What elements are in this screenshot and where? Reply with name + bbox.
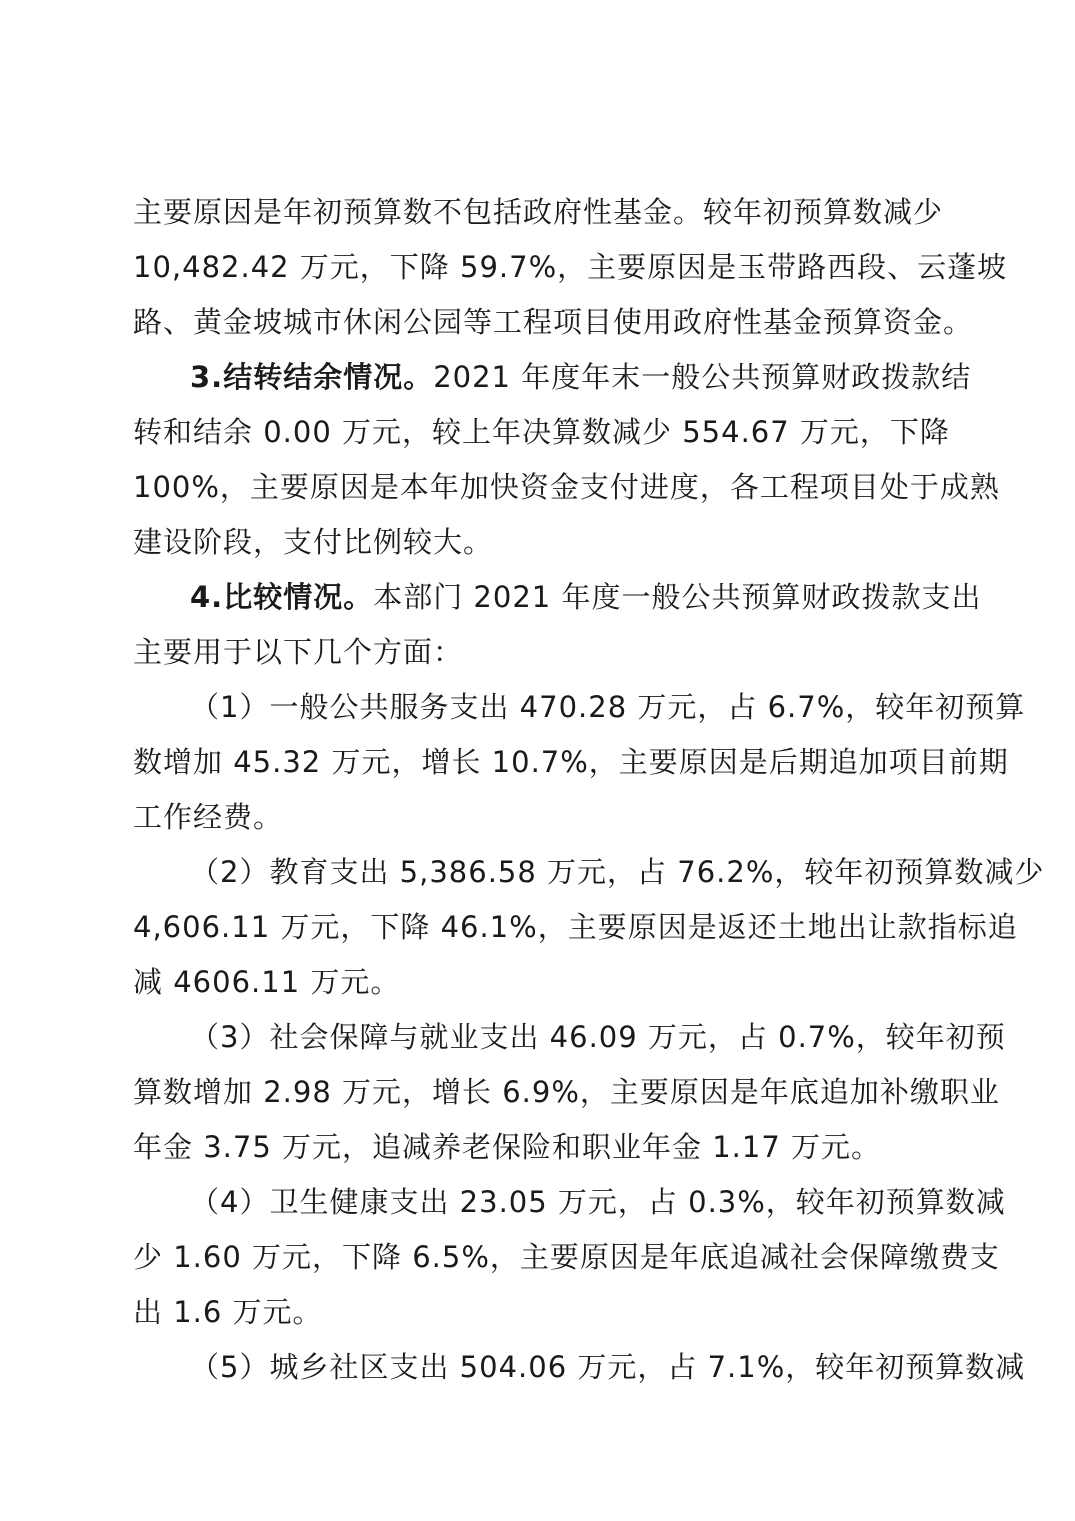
text-line: 算数增加 2.98 万元，增长 6.9%，主要原因是年底追加补缴职业 (133, 1075, 1000, 1109)
item-2-line: （2）教育支出 5,386.58 万元，占 76.2%，较年初预算数减少 (190, 855, 1045, 889)
section-3-heading: 3.结转结余情况。 (190, 360, 434, 394)
section-3-text: 2021 年度年末一般公共预算财政拨款结 (433, 360, 972, 394)
section-4-heading: 4.比较情况。 (190, 580, 374, 614)
text-line: 少 1.60 万元，下降 6.5%，主要原因是年底追减社会保障缴费支 (133, 1240, 1000, 1274)
item-1-line: （1）一般公共服务支出 470.28 万元，占 6.7%，较年初预算 (190, 690, 1026, 724)
section-4-text: 本部门 2021 年度一般公共预算财政拨款支出 (373, 580, 982, 614)
text-line: 减 4606.11 万元。 (133, 965, 401, 999)
text-line: 出 1.6 万元。 (133, 1295, 323, 1329)
text-line: 100%，主要原因是本年加快资金支付进度，各工程项目处于成熟 (133, 470, 1000, 504)
text-line: 年金 3.75 万元，追减养老保险和职业年金 1.17 万元。 (133, 1130, 882, 1164)
text-line: 工作经费。 (133, 800, 284, 834)
item-3-line: （3）社会保障与就业支出 46.09 万元，占 0.7%，较年初预 (190, 1020, 1006, 1054)
text-line: 路、黄金坡城市休闲公园等工程项目使用政府性基金预算资金。 (133, 305, 974, 339)
text-line: 建设阶段，支付比例较大。 (133, 525, 494, 559)
text-line: 主要原因是年初预算数不包括政府性基金。较年初预算数减少 (133, 195, 944, 229)
item-5-line: （5）城乡社区支出 504.06 万元，占 7.1%，较年初预算数减 (190, 1350, 1026, 1384)
section-4-line (190, 577, 982, 617)
text-line: 数增加 45.32 万元，增长 10.7%，主要原因是后期追加项目前期 (133, 745, 1009, 779)
text-line: 4,606.11 万元，下降 46.1%，主要原因是返还土地出让款指标追 (133, 910, 1018, 944)
section-3-line (190, 357, 972, 397)
text-line: 主要用于以下几个方面： (133, 635, 464, 669)
text-line: 10,482.42 万元，下降 59.7%，主要原因是玉带路西段、云蓬坡 (133, 250, 1008, 284)
item-4-line: （4）卫生健康支出 23.05 万元，占 0.3%，较年初预算数减 (190, 1185, 1006, 1219)
text-line: 转和结余 0.00 万元，较上年决算数减少 554.67 万元，下降 (133, 415, 950, 449)
